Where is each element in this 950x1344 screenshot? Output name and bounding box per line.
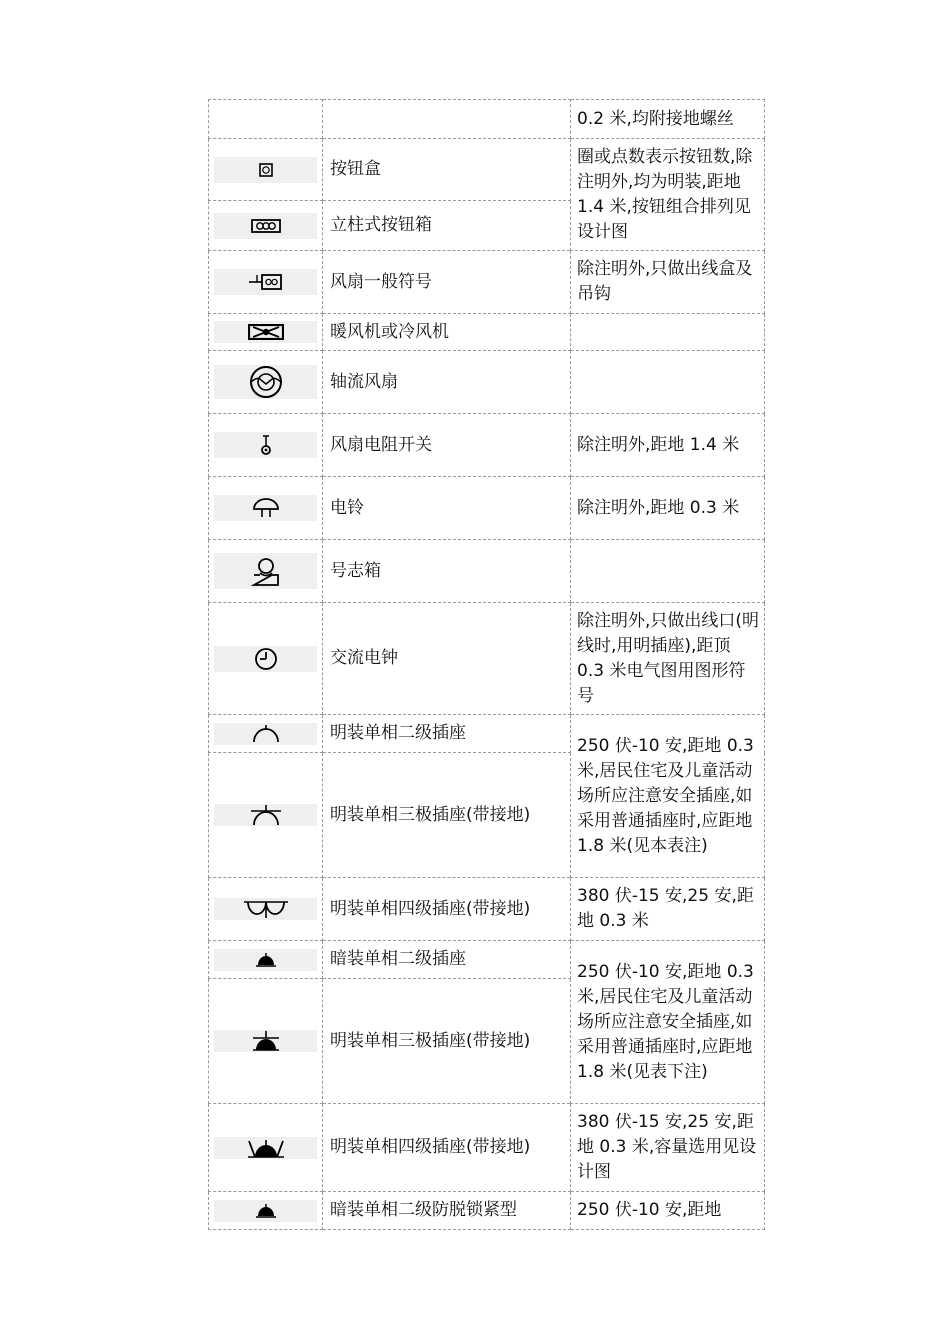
name-cell: 明装单相三极插座(带接地) <box>323 753 571 878</box>
name-cell: 明装单相四级插座(带接地) <box>323 878 571 941</box>
name-cell: 明装单相三极插座(带接地) <box>323 979 571 1104</box>
symbol-cell <box>209 139 323 201</box>
name-cell: 暖风机或冷风机 <box>323 314 571 351</box>
fan-resistor-switch-icon <box>214 432 317 458</box>
note-cell: 圈或点数表示按钮数,除注明外,均为明装,距地 1.4 米,按钮组合排列见设计图 <box>571 139 765 251</box>
ac-clock-icon <box>214 646 317 672</box>
table-row <box>209 715 765 753</box>
symbol-cell <box>209 540 323 603</box>
symbol-cell <box>209 1104 323 1192</box>
table-row <box>209 351 765 414</box>
fan-icon <box>214 269 317 295</box>
symbol-cell <box>209 351 323 414</box>
socket-3pole-concealed-icon <box>214 1030 317 1052</box>
socket-2pole-lock-icon <box>214 1200 317 1222</box>
symbol-cell <box>209 201 323 251</box>
name-cell: 号志箱 <box>323 540 571 603</box>
table-row <box>209 314 765 351</box>
bell-icon <box>214 495 317 521</box>
note-cell: 250 伏-10 安,距地 0.3 米,居民住宅及儿童活动场所应注意安全插座,如采用普通插座时,应距地 1.8 米(见本表注) <box>571 715 765 878</box>
note-cell: 380 伏-15 安,25 安,距地 0.3 米,容量选用见设计图 <box>571 1104 765 1192</box>
note-cell: 除注明外,距地 0.3 米 <box>571 477 765 540</box>
symbol-cell <box>209 753 323 878</box>
name-cell: 电铃 <box>323 477 571 540</box>
table-row <box>209 477 765 540</box>
symbol-cell <box>209 878 323 941</box>
symbol-cell <box>209 314 323 351</box>
table-row <box>209 100 765 139</box>
symbol-cell <box>209 1192 323 1230</box>
symbol-cell <box>209 715 323 753</box>
socket-2pole-surface-icon <box>214 723 317 745</box>
note-cell: 250 伏-10 安,距地 <box>571 1192 765 1230</box>
column-button-box-icon <box>214 213 317 239</box>
table-row <box>209 1192 765 1230</box>
symbol-cell <box>209 941 323 979</box>
note-cell <box>571 540 765 603</box>
button-box-icon <box>214 157 317 183</box>
socket-4pole-concealed-icon <box>214 1137 317 1159</box>
symbol-cell <box>209 477 323 540</box>
name-cell: 轴流风扇 <box>323 351 571 414</box>
name-cell <box>323 100 571 139</box>
symbol-cell <box>209 979 323 1104</box>
name-cell: 按钮盒 <box>323 139 571 201</box>
name-cell: 风扇电阻开关 <box>323 414 571 477</box>
table-row <box>209 603 765 715</box>
symbol-cell <box>209 251 323 314</box>
name-cell: 明装单相四级插座(带接地) <box>323 1104 571 1192</box>
symbol-cell <box>209 603 323 715</box>
note-cell: 250 伏-10 安,距地 0.3 米,居民住宅及儿童活动场所应注意安全插座,如采用普通插座时,应距地 1.8 米(见表下注) <box>571 941 765 1104</box>
name-cell: 明装单相二级插座 <box>323 715 571 753</box>
note-cell: 380 伏-15 安,25 安,距地 0.3 米 <box>571 878 765 941</box>
table-row <box>209 139 765 201</box>
table-row <box>209 1104 765 1192</box>
table-row <box>209 414 765 477</box>
note-cell: 除注明外,距地 1.4 米 <box>571 414 765 477</box>
table-row <box>209 540 765 603</box>
table-row <box>209 878 765 941</box>
table-row <box>209 251 765 314</box>
name-cell: 暗装单相二级插座 <box>323 941 571 979</box>
heater-fan-icon <box>214 321 317 343</box>
socket-4pole-surface-icon <box>214 898 317 920</box>
note-cell <box>571 314 765 351</box>
axial-fan-icon <box>214 365 317 399</box>
note-cell: 除注明外,只做出线口(明线时,用明插座),距顶 0.3 米电气图用图形符号 <box>571 603 765 715</box>
note-cell: 0.2 米,均附接地螺丝 <box>571 100 765 139</box>
signal-box-icon <box>214 553 317 589</box>
symbol-table <box>208 99 765 1230</box>
socket-3pole-surface-icon <box>214 804 317 826</box>
socket-2pole-concealed-icon <box>214 949 317 971</box>
note-cell <box>571 351 765 414</box>
table-row <box>209 941 765 979</box>
name-cell: 暗装单相二级防脱锁紧型 <box>323 1192 571 1230</box>
symbol-cell <box>209 414 323 477</box>
symbol-cell <box>209 100 323 139</box>
name-cell: 立柱式按钮箱 <box>323 201 571 251</box>
note-cell: 除注明外,只做出线盒及吊钩 <box>571 251 765 314</box>
name-cell: 交流电钟 <box>323 603 571 715</box>
name-cell: 风扇一般符号 <box>323 251 571 314</box>
